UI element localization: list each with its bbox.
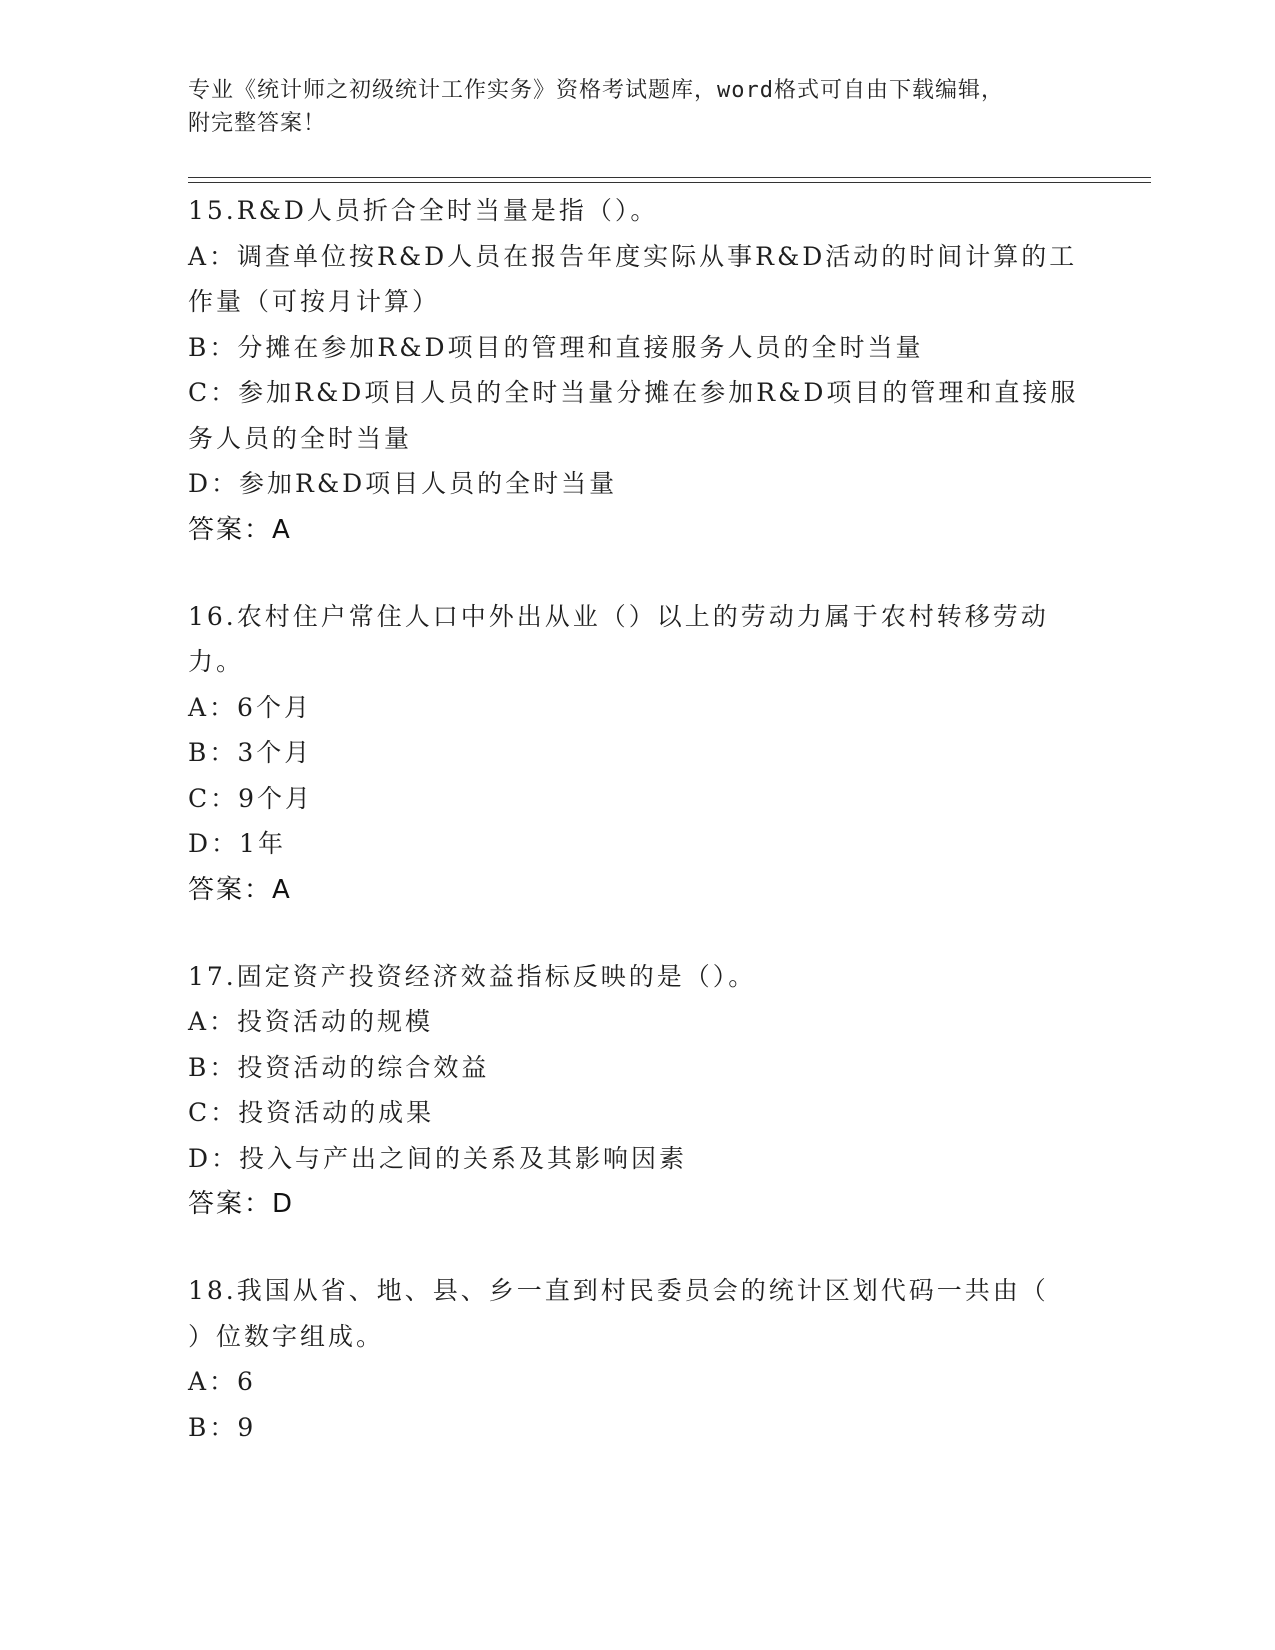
answer-option: C：参加R&D项目人员的全时当量分摊在参加R&D项目的管理和直接服	[188, 378, 1079, 407]
answer-option: C：9个月	[188, 783, 314, 813]
answer-key: 答案：A	[188, 514, 292, 545]
answer-option: B：分摊在参加R&D项目的管理和直接服务人员的全时当量	[188, 332, 924, 362]
answer-option: B：投资活动的综合效益	[188, 1052, 490, 1082]
answer-option: D：参加R&D项目人员的全时当量	[188, 469, 618, 498]
answer-option: D：1年	[188, 829, 286, 858]
answer-option: B：9	[188, 1412, 257, 1442]
question-block	[188, 188, 1078, 553]
answer-option: A：6个月	[188, 692, 312, 722]
header-divider	[188, 177, 1151, 178]
answer-option: B：3个月	[188, 738, 313, 767]
question-stem: 力。	[188, 647, 245, 676]
header-line: 专业《统计师之初级统计工作实务》资格考试题库，word格式可自由下载编辑，	[188, 78, 1004, 103]
answer-option: 作量（可按月计算）	[188, 287, 441, 316]
question-list	[188, 188, 1078, 1450]
answer-key: 答案：A	[188, 874, 292, 905]
answer-option: D：投入与产出之间的关系及其影响因素	[188, 1143, 688, 1173]
answer-key: 答案：D	[188, 1189, 295, 1219]
question-block	[188, 594, 1078, 913]
answer-option: A：投资活动的规模	[188, 1007, 434, 1036]
answer-option: A：6	[188, 1367, 256, 1396]
question-stem: 15.R&D人员折合全时当量是指（）。	[188, 196, 659, 225]
question-stem: 17.固定资产投资经济效益指标反映的是（）。	[188, 961, 757, 991]
question-stem: 16.农村住户常住人口中外出从业（）以上的劳动力属于农村转移劳动	[188, 601, 1049, 631]
question-block	[188, 1268, 1078, 1450]
document-header	[188, 74, 1068, 140]
question-stem: ）位数字组成。	[188, 1321, 385, 1351]
header-divider	[188, 182, 1151, 183]
header-line: 附完整答案！	[188, 111, 327, 136]
question-block	[188, 954, 1078, 1228]
answer-option: C：投资活动的成果	[188, 1098, 435, 1127]
answer-option: A：调查单位按R&D人员在报告年度实际从事R&D活动的时间计算的工	[188, 241, 1078, 271]
question-stem: 18.我国从省、地、县、乡一直到村民委员会的统计区划代码一共由（	[188, 1276, 1049, 1305]
answer-option: 务人员的全时当量	[188, 423, 413, 453]
